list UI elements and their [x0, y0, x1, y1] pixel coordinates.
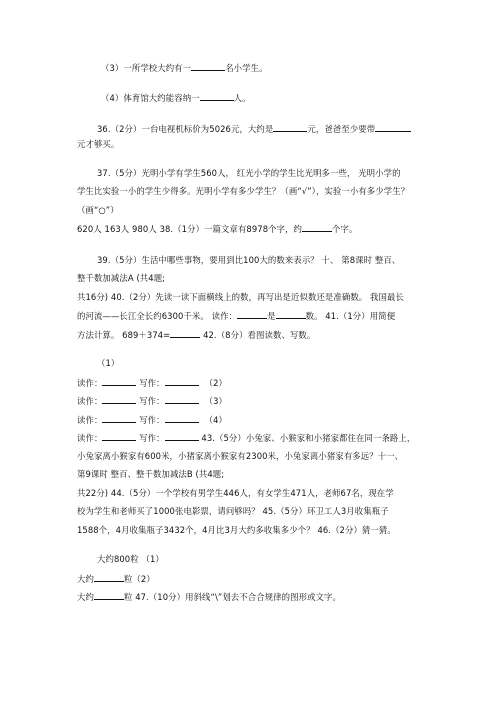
line-q40 [77, 292, 404, 303]
answer-blank[interactable] [276, 310, 306, 319]
text: 读作： [77, 433, 103, 443]
text: 是 [267, 311, 276, 321]
line-q4-gym [101, 92, 251, 104]
text: 校为学生和老师买了1000张电影票，请问够吗？ 45.（5分）环卫工人3月收集瓶子 [77, 506, 389, 516]
answer-blank[interactable] [170, 329, 200, 338]
line-q38 [77, 223, 357, 235]
text: 42.（8分）看图读数、写数。 [200, 330, 316, 340]
line-q42-1 [97, 358, 119, 369]
line-q3-school [101, 62, 268, 74]
text: 39.（5分）生活中哪些事物，要用到比100大的数来表示？ 十、 第8课时 整百、 [97, 255, 401, 265]
text: 620人 163人 980人 38.（1分）一篇文章有8978个字，约 [77, 224, 303, 234]
answer-blank[interactable] [165, 395, 199, 404]
line-q37-cont2 [77, 205, 119, 216]
line-read-write-1 [77, 377, 227, 389]
line-q37 [97, 168, 401, 179]
answer-blank[interactable] [273, 123, 307, 132]
text: 元才够买。 [77, 139, 120, 149]
text: （3） [204, 396, 228, 406]
answer-blank[interactable] [191, 62, 225, 71]
text: （4） [204, 415, 228, 425]
text: 学生比实验一小的学生少得多。光明小学有多少学生？（画“√”），实验一小有多少学生？ [77, 186, 410, 196]
text: 读作： [77, 396, 103, 406]
text: 共22分) 44.（5分）一个学校有男学生446人，有女学生471人，老师67名，现在学 [77, 488, 394, 498]
line-q36-cont [77, 139, 119, 150]
answer-blank[interactable] [237, 310, 267, 319]
text: 36.（2分）一台电视机标价为5026元，大约是 [97, 124, 274, 134]
text: 大约800粒 （1） [97, 554, 164, 564]
text: 1588个，4月收集瓶子3432个，4月比3月大约多收集多少个？ 46.（2分）猜一猜。 [77, 525, 396, 535]
line-q40-cont [77, 310, 395, 322]
text: （2） [204, 378, 228, 388]
text: 人。 [233, 93, 251, 103]
text: 粒 47.（10分）用斜线“\”划去不合合规律的图形或文字。 [123, 592, 341, 602]
answer-blank[interactable] [102, 432, 136, 441]
text: 小兔家离小猴家有600米，小猪家离小猴家有2300米，小兔家离小猪家有多远？十一、 [77, 451, 404, 461]
line-q47 [77, 591, 341, 603]
line-guess-2 [77, 573, 155, 585]
line-section-a [77, 273, 165, 284]
line-q46 [77, 525, 396, 536]
text: 写作： [136, 396, 165, 406]
answer-blank[interactable] [165, 414, 199, 423]
answer-blank[interactable] [200, 92, 234, 101]
text: 写作： [136, 378, 165, 388]
text: 读作： [77, 378, 103, 388]
line-q36 [97, 123, 411, 135]
text: 写作： [136, 433, 165, 443]
text: （1） [97, 358, 120, 368]
line-q41 [77, 329, 315, 341]
line-q45 [77, 506, 389, 517]
line-q44 [77, 488, 394, 499]
text: （画“○”） [77, 205, 119, 215]
text: 大约 [77, 592, 94, 602]
text: 数。 41.（1分）用简便 [305, 311, 396, 321]
line-q37-cont [77, 186, 409, 197]
text: 名小学生。 [225, 63, 268, 73]
text: 43.（5分）小兔家、小猴家和小猪家都住在同一条路上， [198, 433, 416, 443]
line-q39 [97, 255, 400, 266]
line-guess-1 [97, 554, 164, 565]
line-section-b [77, 469, 224, 480]
text: 方法计算。 689＋374= [77, 330, 171, 340]
text: 整千数加减法A (共4题; [77, 273, 166, 283]
text: 的河流——长江全长约6300千米。 读作： [77, 311, 238, 321]
text: （3）一所学校大约有一 [101, 63, 192, 73]
line-read-write-3 [77, 414, 227, 426]
answer-blank[interactable] [102, 395, 136, 404]
text: 粒（2） [123, 574, 155, 584]
answer-blank[interactable] [102, 377, 136, 386]
text: 大约 [77, 574, 94, 584]
answer-blank[interactable] [94, 573, 124, 582]
text: 读作： [77, 415, 103, 425]
text: 37.（5分）光明小学有学生560人， 红光小学的学生比光明多一些， 光明小学的 [97, 168, 401, 178]
answer-blank[interactable] [165, 377, 199, 386]
text: 写作： [136, 415, 165, 425]
text: 第9课时 整百、整千数加减法B (共4题; [77, 469, 225, 479]
text: 元，爸爸至少要带 [307, 124, 376, 134]
line-read-write-4 [77, 432, 415, 444]
answer-blank[interactable] [302, 223, 332, 232]
text: 个字。 [332, 224, 358, 234]
text: （4）体育馆大约能容纳一 [101, 93, 200, 103]
line-q43 [77, 451, 403, 462]
answer-blank[interactable] [375, 123, 411, 132]
answer-blank[interactable] [102, 414, 136, 423]
text: 共16分) 40.（2分）先读一读下面横线上的数，再写出是近似数还是准确数。 我国最长 [77, 292, 404, 302]
line-read-write-2 [77, 395, 227, 407]
answer-blank[interactable] [94, 591, 124, 600]
answer-blank[interactable] [165, 432, 199, 441]
